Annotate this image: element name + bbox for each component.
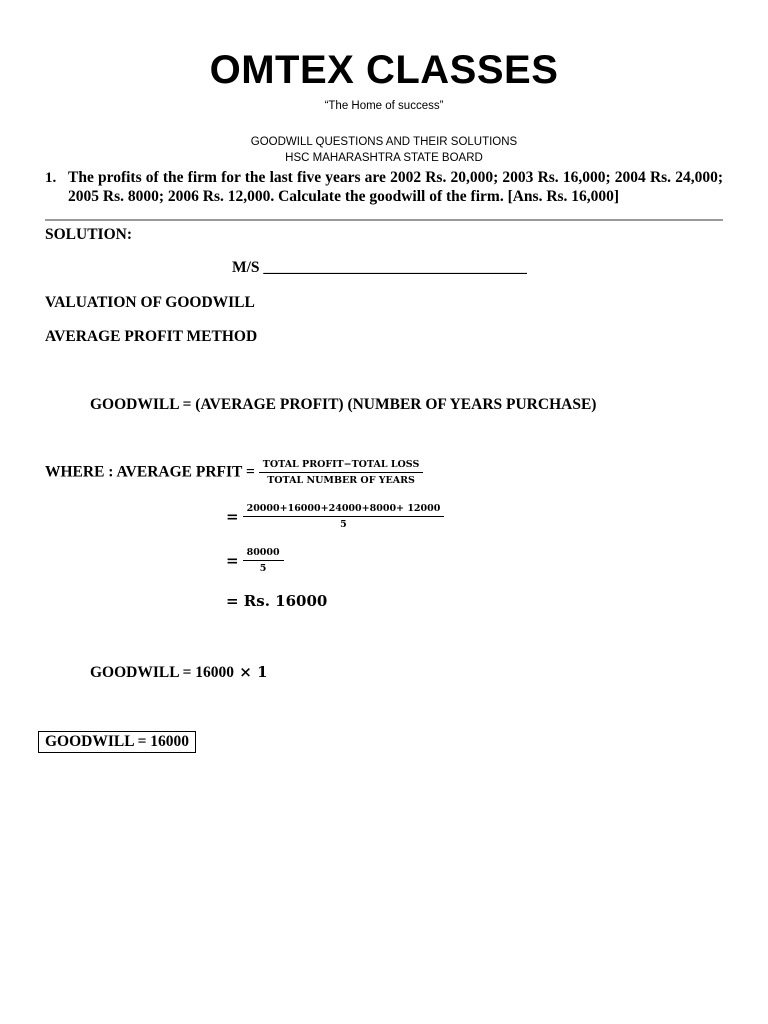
- subtitle-board: HSC MAHARASHTRA STATE BOARD: [285, 152, 483, 164]
- page-title: OMTEX CLASSES: [209, 48, 559, 92]
- question-number: 1.: [45, 170, 57, 186]
- total-denominator: 5: [259, 563, 267, 574]
- subtitle-topic: GOODWILL QUESTIONS AND THEIR SOLUTIONS: [250, 136, 518, 148]
- final-answer-box: GOODWILL = 16000: [38, 731, 196, 753]
- sum-denominator: 5: [340, 519, 347, 530]
- valuation-heading: VALUATION OF GOODWILL: [45, 294, 255, 311]
- where-label: WHERE : AVERAGE PRFIT =: [45, 463, 255, 481]
- goodwill-calculation: [90, 663, 268, 682]
- total-fraction: [243, 547, 284, 574]
- total-numerator: 80000: [243, 547, 284, 561]
- equals-sign: =: [226, 551, 239, 570]
- equals-sign: =: [226, 507, 239, 526]
- goodwill-calc-label: GOODWILL = 16000: [90, 664, 235, 681]
- average-profit-result: = Rs. 16000: [226, 592, 328, 610]
- formula-denominator: TOTAL NUMBER OF YEARS: [267, 475, 415, 486]
- formula-numerator: TOTAL PROFIT−TOTAL LOSS: [259, 459, 424, 473]
- formula-fraction: [259, 459, 424, 486]
- average-profit-definition: [45, 459, 423, 486]
- method-heading: AVERAGE PROFIT METHOD: [45, 328, 258, 345]
- goodwill-calc-multiplier: × 1: [234, 663, 268, 681]
- divider: [45, 219, 723, 221]
- tagline: “The Home of success”: [324, 100, 444, 112]
- total-step: [226, 547, 284, 574]
- question-text: The profits of the firm for the last five years are 2002 Rs. 20,000; 2003 Rs. 16,000; 2004 Rs. 24,000; 2005 Rs. 8000; 2006 Rs. 12,000. Calculate the goodwill of the firm. [Ans. Rs. 16,000]: [68, 169, 723, 205]
- firm-name-line: M/S __________________________________: [232, 259, 527, 276]
- solution-heading: SOLUTION:: [45, 226, 132, 243]
- goodwill-formula: GOODWILL = (AVERAGE PROFIT) (NUMBER OF YEARS PURCHASE): [90, 396, 597, 413]
- sum-numerator: 20000+16000+24000+8000+ 12000: [243, 503, 445, 517]
- substitution-step: [226, 503, 444, 530]
- sum-fraction: [243, 503, 445, 530]
